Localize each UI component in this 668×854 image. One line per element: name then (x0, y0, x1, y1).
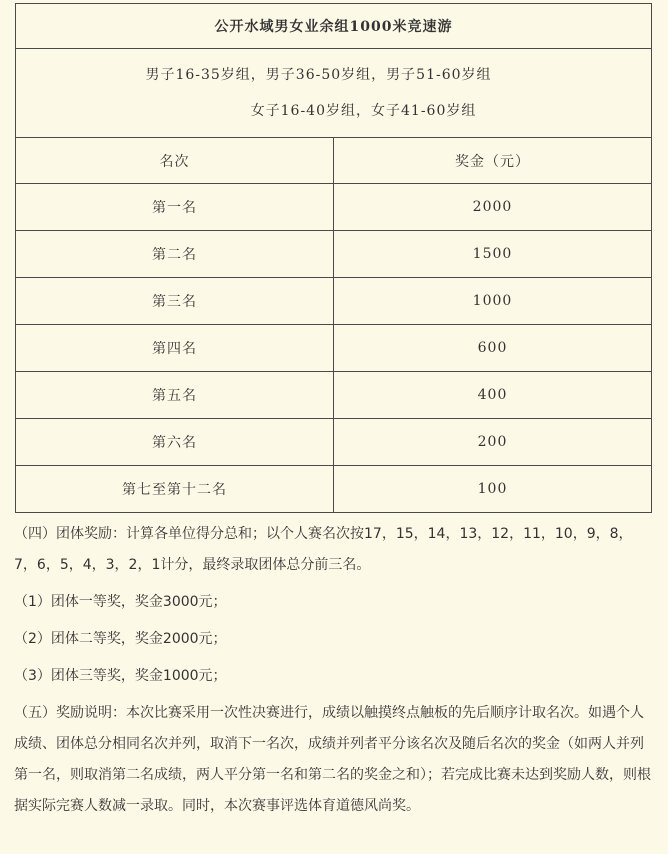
table-groups-row (16, 49, 652, 138)
team-first-prize: （1）团体一等奖，奖金3000元； (14, 594, 227, 610)
team-second-prize: （2）团体二等奖，奖金2000元； (14, 631, 227, 647)
rank-cell: 第一名 (16, 184, 334, 231)
rank-cell: 第二名 (16, 231, 334, 278)
prize-cell: 600 (334, 325, 652, 372)
table-title-row (16, 4, 652, 49)
table-header-row (16, 138, 652, 184)
rank-cell: 第五名 (16, 372, 334, 419)
table-row (16, 278, 652, 325)
award-explanation-paragraph: （五）奖励说明：本次比赛采用一次性决赛进行，成绩以触摸终点触板的先后顺序计取名次。如遇个人成绩、团体总分相同名次并列，取消下一名次，成绩并列者平分该名次及随后名次的奖金（如两人并列第一名，则取消第二名成绩，两人平分第一名和第二名的奖金之和）；若完成比赛未达到奖励人数，则根据实际完赛人数减一录取。同时，本次赛事评选体育道德风尚奖。 (14, 705, 651, 814)
table-row (16, 325, 652, 372)
prize-cell: 100 (334, 466, 652, 513)
prize-cell: 2000 (334, 184, 652, 231)
prize-cell: 200 (334, 419, 652, 466)
rank-cell: 第七至第十二名 (16, 466, 334, 513)
table-title: 公开水域男女业余组1000米竞速游 (16, 4, 652, 49)
rank-cell: 第三名 (16, 278, 334, 325)
table-row (16, 419, 652, 466)
male-groups: 男子16-35岁组，男子36-50岁组，男子51-60岁组 (145, 67, 492, 83)
prize-cell: 400 (334, 372, 652, 419)
table-row (16, 231, 652, 278)
prize-cell: 1500 (334, 231, 652, 278)
age-groups-cell (16, 49, 652, 138)
prize-cell: 1000 (334, 278, 652, 325)
team-third-prize: （3）团体三等奖，奖金1000元； (14, 668, 227, 684)
table-row (16, 184, 652, 231)
female-groups: 女子16-40岁组，女子41-60岁组 (250, 103, 477, 119)
team-award-paragraph: （四）团体奖励：计算各单位得分总和；以个人赛名次按17，15，14，13，12，11，10，9，8，7，6，5，4，3，2，1计分，最终录取团体总分前三名。 (14, 526, 633, 573)
column-header-rank: 名次 (16, 138, 334, 184)
rank-cell: 第四名 (16, 325, 334, 372)
award-notes (14, 519, 654, 828)
prize-table (15, 3, 652, 513)
rank-cell: 第六名 (16, 419, 334, 466)
table-row (16, 372, 652, 419)
column-header-prize: 奖金（元） (334, 138, 652, 184)
table-row (16, 466, 652, 513)
